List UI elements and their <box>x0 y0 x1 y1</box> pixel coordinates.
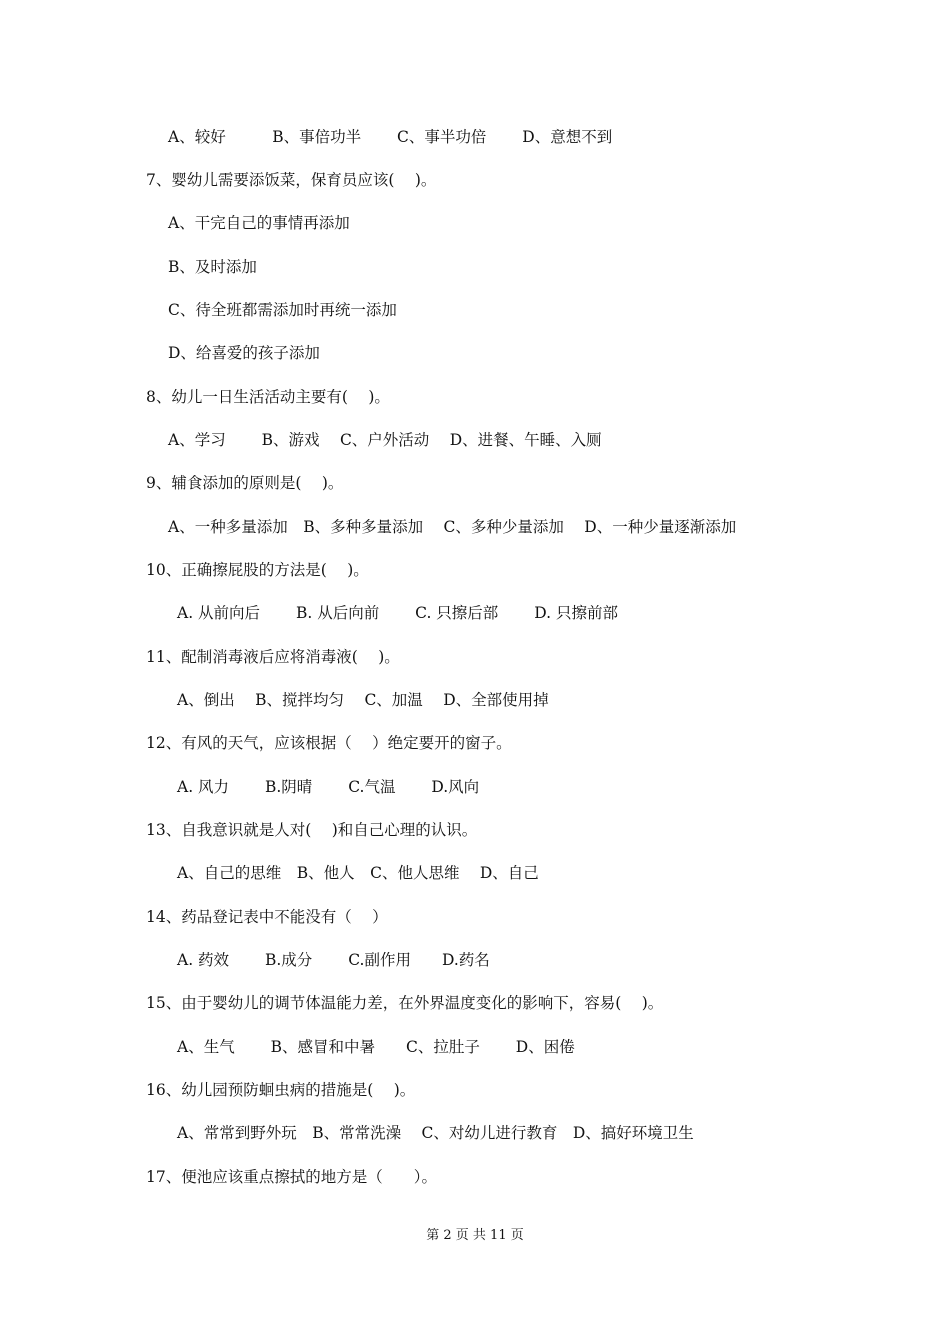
question-16: 16、幼儿园预防蛔虫病的措施是( )。 <box>146 1081 416 1099</box>
option-line: A. 从前向后 B. 从后向前 C. 只擦后部 D. 只擦前部 <box>177 604 618 622</box>
option-line: C、待全班都需添加时再统一添加 <box>168 301 397 319</box>
option-line: A、倒出 B、搅拌均匀 C、加温 D、全部使用掉 <box>177 691 549 709</box>
option-line: A、较好 B、事倍功半 C、事半功倍 D、意想不到 <box>168 128 613 146</box>
question-17: 17、便池应该重点擦拭的地方是（ ）。 <box>146 1168 437 1186</box>
option-line: A. 药效 B.成分 C.副作用 D.药名 <box>177 951 490 969</box>
option-line: A、自己的思维 B、他人 C、他人思维 D、自己 <box>177 864 539 882</box>
option-line: D、给喜爱的孩子添加 <box>168 344 320 362</box>
question-13: 13、自我意识就是人对( )和自己心理的认识。 <box>146 821 478 839</box>
question-7: 7、婴幼儿需要添饭菜，保育员应该( )。 <box>146 171 437 189</box>
option-line: A、学习 B、游戏 C、户外活动 D、进餐、午睡、入厕 <box>168 431 602 449</box>
question-8: 8、幼儿一日生活活动主要有( )。 <box>146 388 390 406</box>
question-15: 15、由于婴幼儿的调节体温能力差，在外界温度变化的影响下，容易( )。 <box>146 994 664 1012</box>
option-line: B、及时添加 <box>168 258 257 276</box>
option-line: A、常常到野外玩 B、常常洗澡 C、对幼儿进行教育 D、搞好环境卫生 <box>177 1124 694 1142</box>
question-11: 11、配制消毒液后应将消毒液( )。 <box>146 648 400 666</box>
question-14: 14、药品登记表中不能没有（ ） <box>146 908 388 926</box>
question-12: 12、有风的天气，应该根据（ ）绝定要开的窗子。 <box>146 734 512 752</box>
page-footer: 第 2 页 共 11 页 <box>426 1228 524 1243</box>
option-line: A、干完自己的事情再添加 <box>168 214 350 232</box>
question-9: 9、辅食添加的原则是( )。 <box>146 474 344 492</box>
option-line: A. 风力 B.阴晴 C.气温 D.风向 <box>177 778 480 796</box>
option-line: A、生气 B、感冒和中暑 C、拉肚子 D、困倦 <box>177 1038 575 1056</box>
option-line: A、一种多量添加 B、多种多量添加 C、多种少量添加 D、一种少量逐渐添加 <box>168 518 737 536</box>
question-10: 10、正确擦屁股的方法是( )。 <box>146 561 369 579</box>
